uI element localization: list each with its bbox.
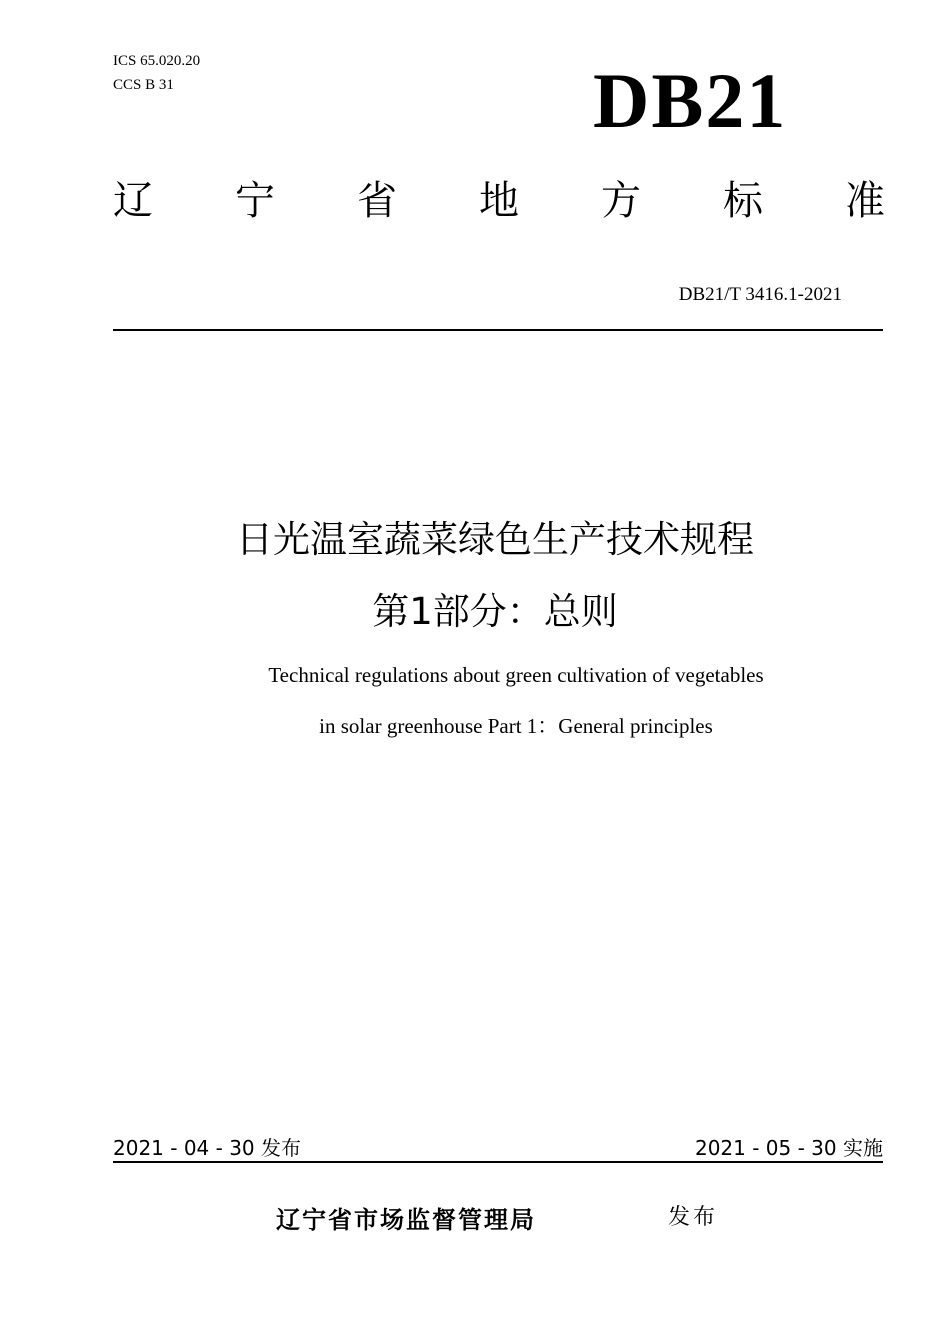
standard-type-heading	[113, 176, 885, 226]
issue-label: 发布	[668, 1205, 719, 1230]
classification-codes	[113, 49, 200, 97]
issue-date: 2021 - 04 - 30 发布	[113, 1136, 302, 1160]
standard-type-char: 省	[357, 178, 397, 224]
ics-code: ICS 65.020.20	[113, 53, 201, 69]
standard-type-char: 方	[601, 178, 641, 224]
ccs-code: CCS B 31	[113, 77, 174, 93]
standard-type-char: 宁	[235, 178, 275, 224]
issuing-authority: 辽宁省市场监督管理局	[276, 1206, 536, 1234]
standard-type-char: 准	[845, 178, 885, 224]
title-zh-line2: 第1部分：总则	[372, 590, 618, 633]
standard-type-char: 辽	[113, 178, 153, 224]
standard-type-char: 标	[723, 178, 763, 224]
db-logo: DB21	[593, 57, 788, 144]
implement-date: 2021 - 05 - 30 实施	[694, 1136, 883, 1160]
title-zh-line1: 日光温室蔬菜绿色生产技术规程	[236, 518, 754, 561]
title-en-line1: Technical regulations about green cultivation of vegetables	[268, 663, 764, 687]
footer-divider	[113, 1161, 883, 1163]
title-en-line2: in solar greenhouse Part 1：General principles	[319, 714, 713, 738]
standard-number: DB21/T 3416.1-2021	[678, 284, 842, 305]
standard-type-char: 地	[479, 178, 519, 224]
header-divider	[113, 329, 883, 331]
